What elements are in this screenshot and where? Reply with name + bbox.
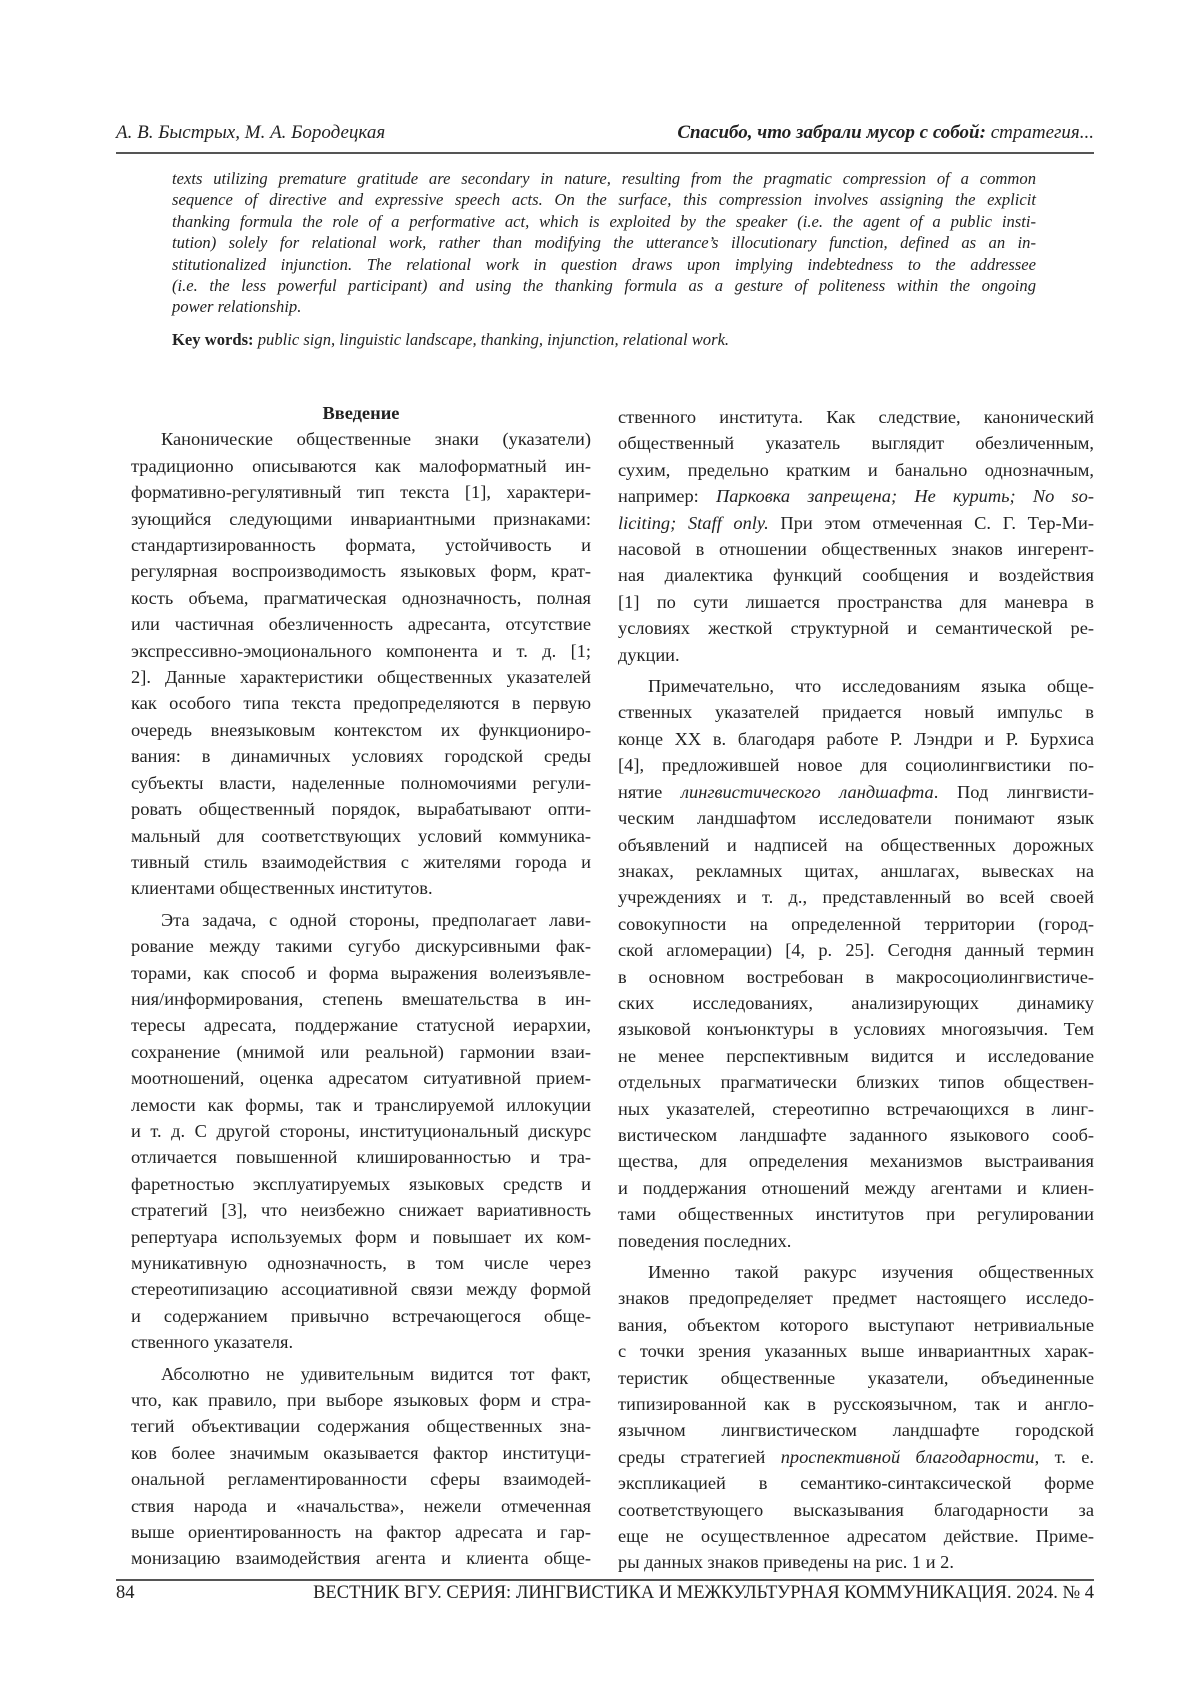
- text-line: (i.e. the less powerful participant) and using the thanking formula as a gesture of politeness within the ongoing: [172, 275, 1036, 296]
- text-line: [618, 483, 1094, 509]
- text-line: тересы адресата, поддержание статусной иерархии,: [131, 1012, 591, 1038]
- text-line: и содержанием привычно встречающегося обще-: [131, 1303, 591, 1329]
- text-segment: При этом отмеченная С. Г. Тер-Ми-: [769, 513, 1094, 533]
- text-line: что, как правило, при выборе языковых форм и стра-: [131, 1387, 591, 1413]
- text-line: знаков предопределяет предмет настоящего исследо-: [618, 1285, 1094, 1311]
- text-line: еще не осуществленное адресатом действие. Приме-: [618, 1523, 1094, 1549]
- italic-text: лингвистического ландшафта: [681, 782, 934, 802]
- italic-text: liciting; Staff only.: [618, 513, 769, 533]
- text-segment: . Под лингвисти-: [934, 782, 1094, 802]
- text-line: монизацию взаимодействия агента и клиента обще-: [131, 1545, 591, 1571]
- running-header: [116, 122, 1094, 144]
- text-line: зующийся следующими инвариантными признаками:: [131, 506, 591, 532]
- text-segment: , т. е.: [1035, 1447, 1094, 1467]
- text-line: очередь внеязыковым контекстом их функциониро-: [131, 717, 591, 743]
- text-line: ная диалектика функций сообщения и воздействия: [618, 562, 1094, 588]
- paragraph: [618, 1259, 1094, 1576]
- text-line: совокупности на определенной территории (город-: [618, 911, 1094, 937]
- text-line: сухим, предельно кратким и банально однозначным,: [618, 457, 1094, 483]
- text-line: соответствующего высказывания благодарности за: [618, 1497, 1094, 1523]
- footer-rule: [116, 1579, 1094, 1581]
- text-line: щества, для определения механизмов выстраивания: [618, 1148, 1094, 1174]
- text-line: общественный указатель выглядит обезличенным,: [618, 430, 1094, 456]
- text-line: и поддержания отношений между агентами и клиен-: [618, 1175, 1094, 1201]
- text-line: муникативную однозначность, в том числе через: [131, 1250, 591, 1276]
- text-line: ской агломерации) [4, p. 25]. Сегодня данный термин: [618, 937, 1094, 963]
- text-line: ния/информирования, степень вмешательства в ин-: [131, 986, 591, 1012]
- page-footer: [116, 1583, 1094, 1604]
- right-column: [618, 404, 1094, 1581]
- text-line: 2]. Данные характеристики общественных указателей: [131, 664, 591, 690]
- text-line: язычном лингвистическом ландшафте городской: [618, 1417, 1094, 1443]
- italic-text: проспективной благодарности: [781, 1447, 1035, 1467]
- text-line: thanking formula the role of a performative act, which is exploited by the speaker (i.e. the agent of a public insti-: [172, 211, 1036, 232]
- header-title-bold: Спасибо, что забрали мусор с собой:: [677, 122, 986, 143]
- text-line: или частичная обезличенность адресанта, отсутствие: [131, 611, 591, 637]
- text-line: с точки зрения указанных выше инвариантных харак-: [618, 1338, 1094, 1364]
- text-line: экспрессивно-эмоционального компонента и т. д. [1;: [131, 638, 591, 664]
- text-line: вания: в динамичных условиях городской среды: [131, 743, 591, 769]
- text-segment: среды стратегией: [618, 1447, 781, 1467]
- header-title: [677, 122, 1094, 144]
- text-line: объявлений и надписей на общественных дорожных: [618, 832, 1094, 858]
- header-rule: [116, 152, 1094, 154]
- text-line: поведения последних.: [618, 1228, 1094, 1254]
- text-line: и т. д. С другой стороны, институциональный дискурс: [131, 1118, 591, 1144]
- text-line: знаках, рекламных щитах, аншлагах, вывесках на: [618, 858, 1094, 884]
- text-line: тегий объективации содержания общественных зна-: [131, 1413, 591, 1439]
- left-column: [131, 400, 591, 1577]
- text-line: языковой конъюнктуры в условиях многоязычия. Тем: [618, 1016, 1094, 1042]
- text-line: ствия народа и «начальства», нежели отмеченная: [131, 1493, 591, 1519]
- text-line: Примечательно, что исследованиям языка обще-: [618, 673, 1094, 699]
- text-line: ственного института. Как следствие, канонический: [618, 404, 1094, 430]
- journal-name: ВЕСТНИК ВГУ. СЕРИЯ: ЛИНГВИСТИКА И МЕЖКУЛЬТУРНАЯ КОММУНИКАЦИЯ. 2024. № 4: [313, 1583, 1094, 1604]
- text-line: вания, объектом которого выступают нетривиальные: [618, 1312, 1094, 1338]
- text-line: Канонические общественные знаки (указатели): [131, 426, 591, 452]
- text-line: мальный для соответствующих условий коммуника-: [131, 823, 591, 849]
- text-line: теристик общественные указатели, объединенные: [618, 1365, 1094, 1391]
- text-line: кость объема, прагматическая однозначность, полная: [131, 585, 591, 611]
- text-line: ственных указателей придается новый импульс в: [618, 699, 1094, 725]
- text-line: клиентами общественных институтов.: [131, 875, 591, 901]
- text-line: стратегий [3], что неизбежно снижает вариативность: [131, 1197, 591, 1223]
- text-line: дукции.: [618, 642, 1094, 668]
- text-line: Абсолютно не удивительным видится тот факт,: [131, 1361, 591, 1387]
- text-line: ры данных знаков приведены на рис. 1 и 2.: [618, 1549, 1094, 1575]
- text-line: регулярная воспроизводимость языковых форм, крат-: [131, 558, 591, 584]
- text-line: экспликацией в семантико-синтаксической форме: [618, 1470, 1094, 1496]
- text-line: моотношений, оценка адресатом ситуативной прием-: [131, 1065, 591, 1091]
- text-line: отличается повышенной клишированностью и тра-: [131, 1144, 591, 1170]
- text-line: сохранение (мнимой или реальной) гармонии взаи-: [131, 1039, 591, 1065]
- text-line: как особого типа текста предопределяются в первую: [131, 690, 591, 716]
- text-line: tution) solely for relational work, rather than modifying the utterance’s illocutionary function, defined as an in-: [172, 232, 1036, 253]
- text-line: texts utilizing premature gratitude are secondary in nature, resulting from the pragmatic compression of a common: [172, 168, 1036, 189]
- paragraph: [618, 673, 1094, 1254]
- text-line: stitutionalized injunction. The relational work in question draws upon implying indebtedness to the addressee: [172, 254, 1036, 275]
- page-number: 84: [116, 1583, 135, 1604]
- text-line: ческим ландшафтом исследователи понимают язык: [618, 805, 1094, 831]
- text-line: power relationship.: [172, 296, 1036, 317]
- paragraph: [131, 1361, 591, 1572]
- text-line: [618, 779, 1094, 805]
- text-line: отдельных прагматически близких типов обществен-: [618, 1069, 1094, 1095]
- text-line: [618, 510, 1094, 536]
- keywords-text: public sign, linguistic landscape, thanking, injunction, relational work.: [254, 330, 730, 349]
- text-line: стереотипизацию ассоциативной связи между формой: [131, 1276, 591, 1302]
- paragraph: [618, 404, 1094, 668]
- text-line: [618, 1444, 1094, 1470]
- text-line: традиционно описываются как малоформатный ин-: [131, 453, 591, 479]
- text-line: субъекты власти, наделенные полномочиями регули-: [131, 770, 591, 796]
- text-line: ков более значимым оказывается фактор институци-: [131, 1440, 591, 1466]
- text-line: учреждениях и т. д., представленный во всей своей: [618, 884, 1094, 910]
- text-line: не менее перспективным видится и исследование: [618, 1043, 1094, 1069]
- text-line: тами общественных институтов при регулировании: [618, 1201, 1094, 1227]
- header-title-rest: стратегия...: [986, 122, 1094, 143]
- paragraph: [131, 907, 591, 1356]
- text-line: условиях жесткой структурной и семантической ре-: [618, 615, 1094, 641]
- text-line: ровать общественный порядок, вырабатывают опти-: [131, 796, 591, 822]
- text-line: конце XX в. благодаря работе Р. Лэндри и Р. Бурхиса: [618, 726, 1094, 752]
- section-title: Введение: [131, 400, 591, 426]
- header-authors: А. В. Быстрых, М. А. Бородецкая: [116, 122, 385, 144]
- text-line: тивный стиль взаимодействия с жителями города и: [131, 849, 591, 875]
- text-line: насовой в отношении общественных знаков ингерент-: [618, 536, 1094, 562]
- text-line: ственного указателя.: [131, 1329, 591, 1355]
- text-line: формативно-регулятивный тип текста [1], характери-: [131, 479, 591, 505]
- text-segment: например:: [618, 486, 716, 506]
- text-line: Эта задача, с одной стороны, предполагает лави-: [131, 907, 591, 933]
- keywords: [172, 330, 1036, 350]
- text-line: лемости как формы, так и транслируемой иллокуции: [131, 1092, 591, 1118]
- italic-text: Парковка запрещена; Не курить; No so-: [716, 486, 1094, 506]
- abstract: [172, 168, 1036, 318]
- text-line: фаретностью эксплуатируемых языковых средств и: [131, 1171, 591, 1197]
- text-segment: нятие: [618, 782, 681, 802]
- text-line: вистическом ландшафте заданного языкового сооб-: [618, 1122, 1094, 1148]
- text-line: типизированной как в русскоязычном, так и англо-: [618, 1391, 1094, 1417]
- text-line: sequence of directive and expressive speech acts. On the surface, this compression involves assigning the explicit: [172, 189, 1036, 210]
- text-line: торами, как способ и форма выражения волеизъявле-: [131, 960, 591, 986]
- text-line: в основном востребован в макросоциолингвистиче-: [618, 964, 1094, 990]
- text-line: репертуара используемых форм и повышает их ком-: [131, 1224, 591, 1250]
- text-line: стандартизированность формата, устойчивость и: [131, 532, 591, 558]
- paragraph: [131, 426, 591, 901]
- text-line: Именно такой ракурс изучения общественных: [618, 1259, 1094, 1285]
- text-line: ных указателей, стереотипно встречающихся в линг-: [618, 1096, 1094, 1122]
- text-line: [4], предложившей новое для социолингвистики по-: [618, 752, 1094, 778]
- text-line: выше ориентированность на фактор адресата и гар-: [131, 1519, 591, 1545]
- text-line: ских исследованиях, анализирующих динамику: [618, 990, 1094, 1016]
- text-line: ональной регламентированности сферы взаимодей-: [131, 1466, 591, 1492]
- text-line: рование между такими сугубо дискурсивными фак-: [131, 933, 591, 959]
- keywords-label: Key words:: [172, 330, 254, 349]
- text-line: [1] по сути лишается пространства для маневра в: [618, 589, 1094, 615]
